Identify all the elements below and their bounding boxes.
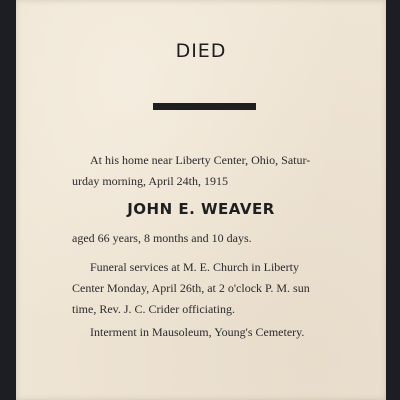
home-line-1: At his home near Liberty Center, Ohio, Satur- — [90, 153, 311, 167]
deceased-name: JOHN E. WEAVER — [127, 200, 275, 218]
funeral-line-3: time, Rev. J. C. Crider officiating. — [72, 302, 235, 316]
funeral-line-1: Funeral services at M. E. Church in Liberty — [90, 260, 299, 274]
black-divider-rule — [153, 103, 256, 110]
interment-paragraph — [72, 322, 362, 343]
interment-line: Interment in Mausoleum, Young's Cemetery. — [90, 325, 305, 339]
died-heading: DIED — [175, 40, 227, 62]
funeral-line-2: Center Monday, April 26th, at 2 o'clock P. M. sun — [72, 281, 310, 295]
home-line-2: urday morning, April 24th, 1915 — [72, 174, 228, 188]
home-paragraph — [72, 150, 362, 192]
funeral-paragraph — [72, 257, 362, 320]
funeral-notice-card — [16, 0, 386, 400]
age-paragraph — [72, 228, 362, 249]
age-line: aged 66 years, 8 months and 10 days. — [72, 231, 252, 245]
